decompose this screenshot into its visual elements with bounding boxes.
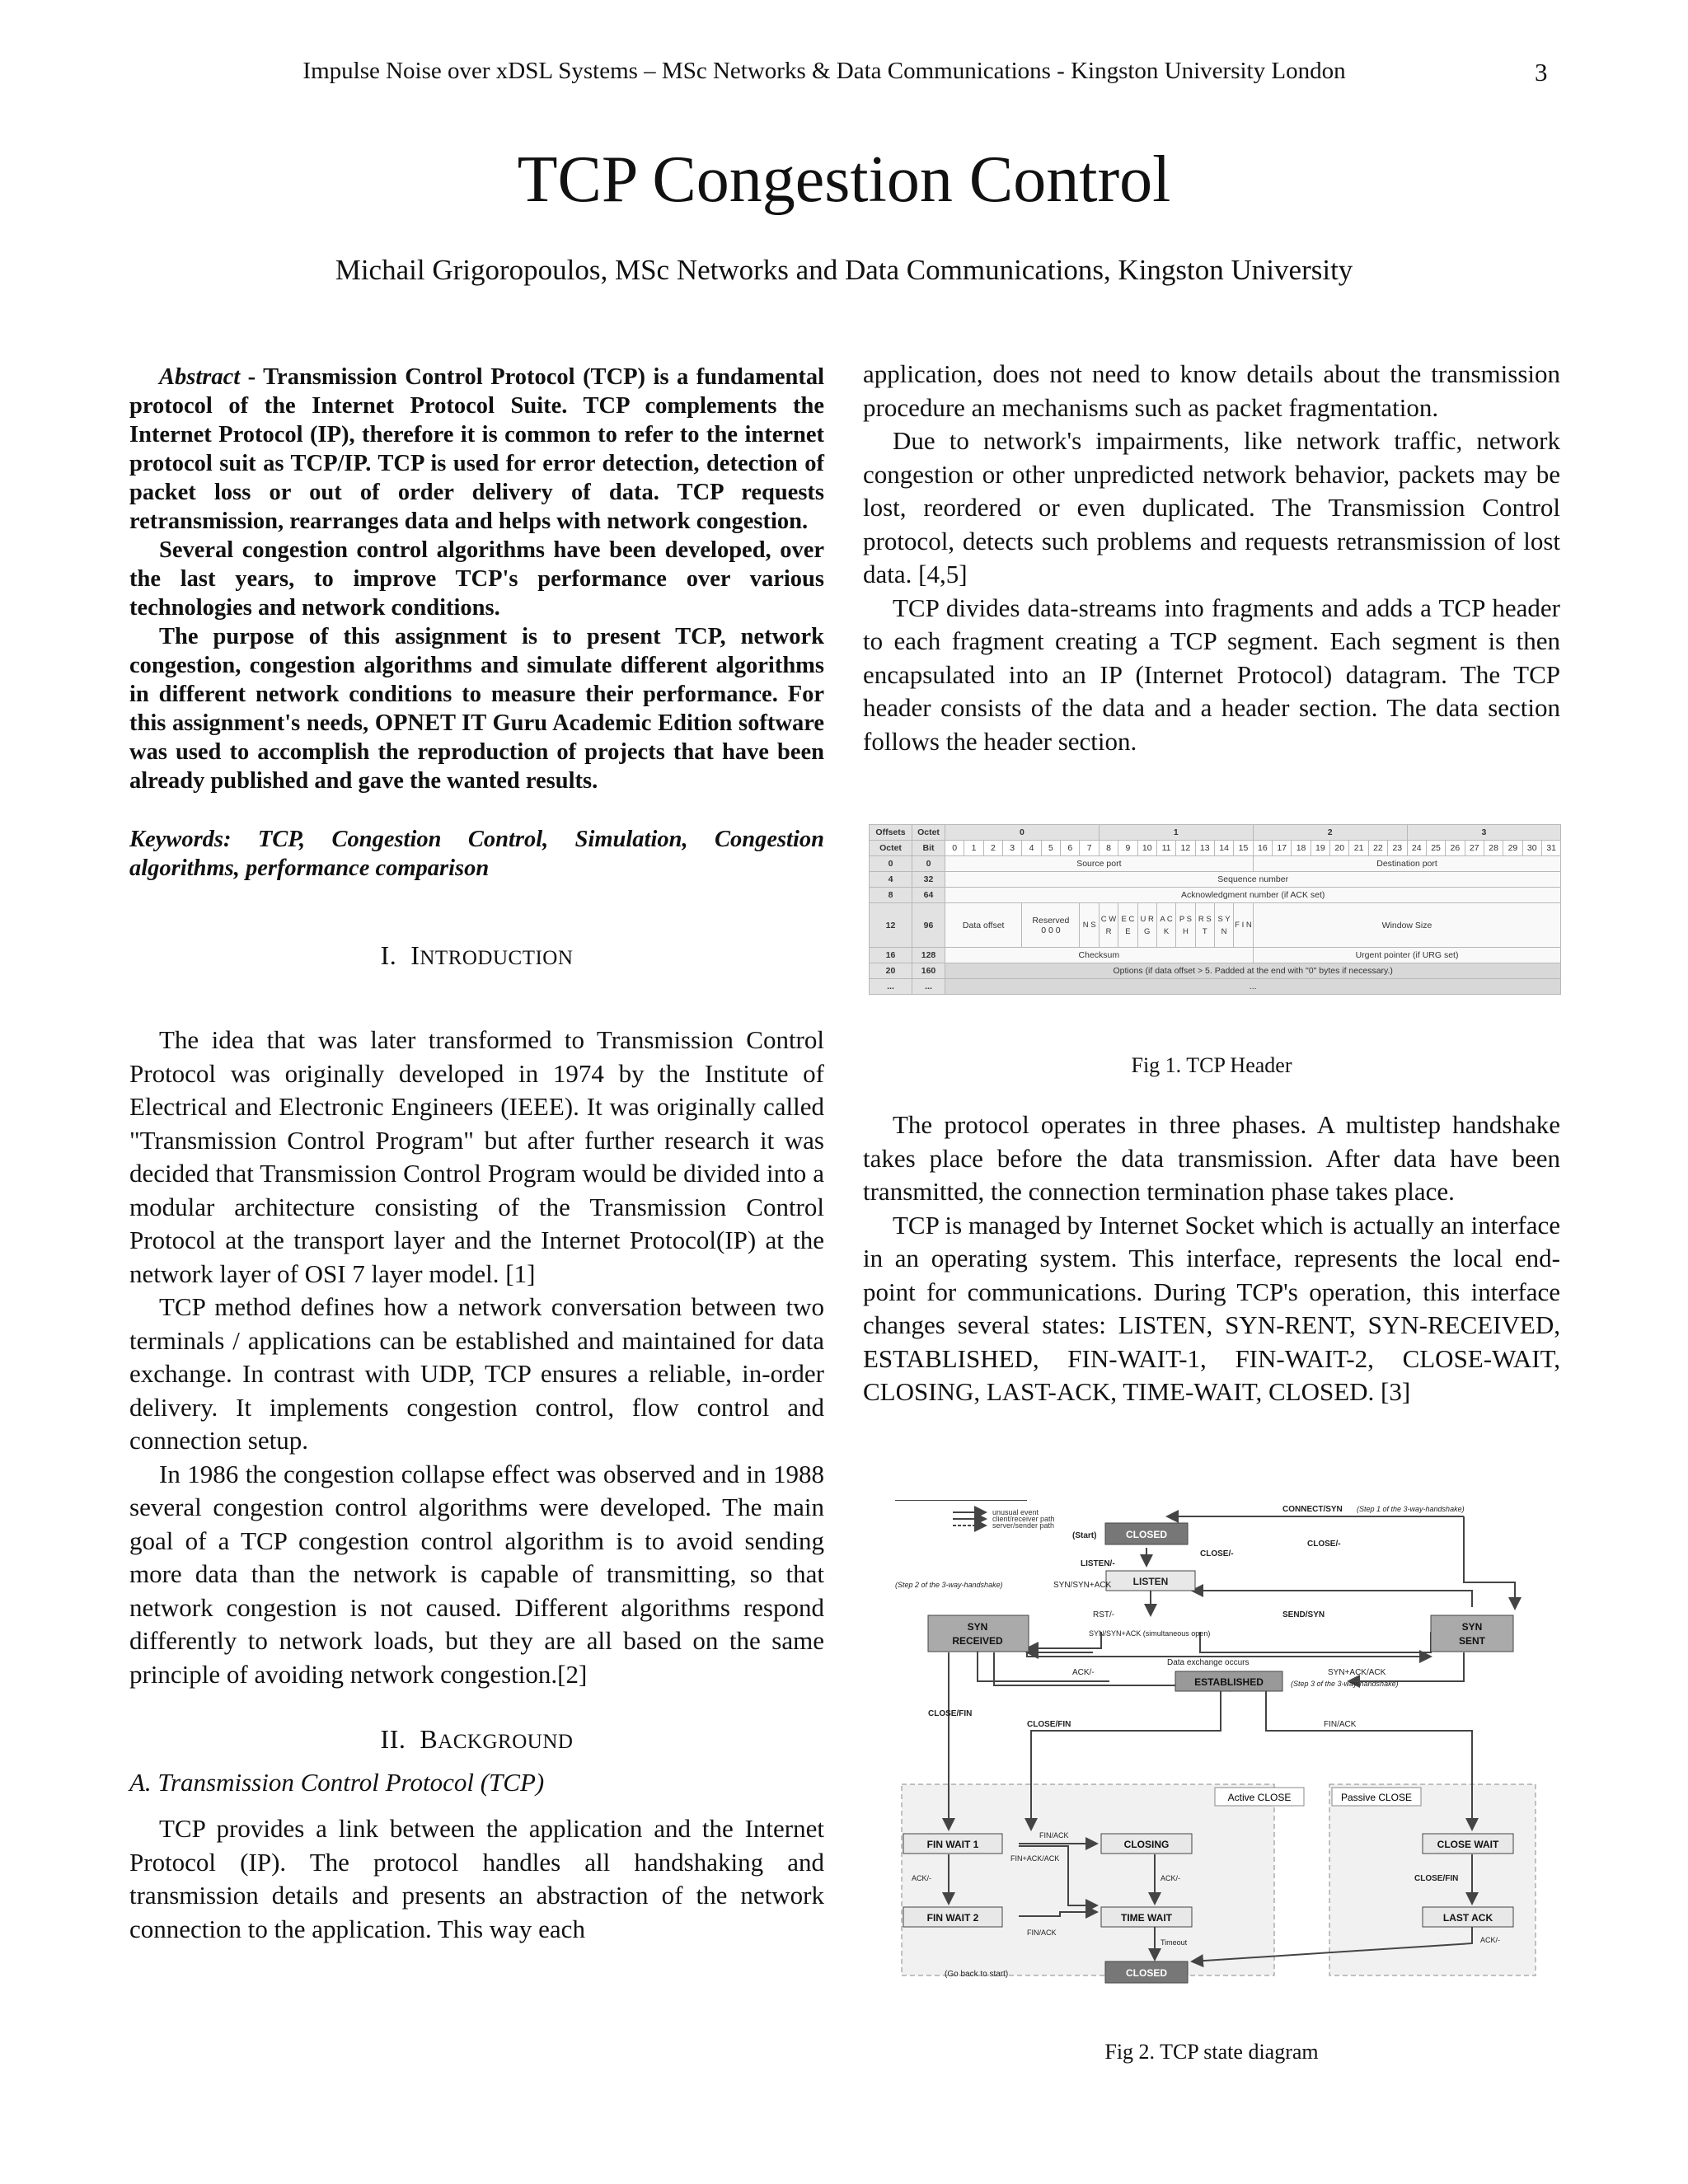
edge-label: CLOSE/FIN xyxy=(928,1709,973,1718)
table-row xyxy=(870,856,1561,872)
table-cell: Source port xyxy=(945,856,1254,872)
edge-label: FIN/ACK xyxy=(1039,1831,1069,1840)
keywords: Keywords: TCP, Congestion Control, Simulation, Congestion algorithms, performance comparison xyxy=(129,827,824,881)
right-paragraph-5: TCP is managed by Internet Socket which is actually an interface in an operating system. This interface, represents the local end-point for communications. During TCP's operation, this interface changes several states: LISTEN, SYN-RENT, SYN-RECEIVED, ESTABLISHED, FIN-WAIT-1, FIN-WAIT-2, CLOSE-WAIT, CLOSING, LAST-ACK, TIME-WAIT, CLOSED. [3] xyxy=(863,1210,1560,1406)
edge-label: LISTEN/- xyxy=(1081,1559,1115,1568)
bit-cell: 30 xyxy=(1522,841,1541,856)
passive-close-label: Passive CLOSE xyxy=(1340,1792,1413,1803)
table-cell: Checksum xyxy=(945,948,1254,963)
intro-paragraph-2: TCP method defines how a network conversation between two terminals / applications can be established and maintained for data exchange. In contrast with UDP, TCP ensures a reliable, in-order delivery. It implements congestion control, flow control and connection setup. xyxy=(129,1292,824,1455)
edge-label: (Step 1 of the 3-way-handshake) xyxy=(1357,1505,1465,1513)
bit-cell: 18 xyxy=(1292,841,1311,856)
abstract-paragraph-3: The purpose of this assignment is to present TCP, network congestion, congestion algorithms and simulate different algorithms in different network conditions to measure their performance. For this assignment's needs, OPNET IT Guru Academic Edition software was used to accomplish the reproduction of projects that have been already published and gave the wanted results. xyxy=(129,624,824,794)
table-cell: 16 xyxy=(870,948,912,963)
bit-cell: 0 xyxy=(945,841,964,856)
table-row xyxy=(870,841,1561,856)
table-cell: 128 xyxy=(912,948,945,963)
right-column-lower xyxy=(863,1108,1560,1409)
abstract-text-1: - Transmission Control Protocol (TCP) is a fundamental protocol of the Internet Protocol Suite. TCP complements the Internet Protocol (IP), therefore it is common to refer to the internet protocol suit as TCP/IP. TCP is used for error detection, detection of packet loss or out of order delivery of data. TCP requests retransmission, rearranges data and helps with network congestion. xyxy=(129,364,824,534)
state-label: FIN WAIT 1 xyxy=(926,1839,979,1850)
flag-cell: C W R xyxy=(1099,903,1118,948)
table-cell: 4 xyxy=(870,872,912,888)
reserved-cell xyxy=(1022,903,1080,948)
table-cell: Octet xyxy=(912,825,945,841)
right-paragraph-4: The protocol operates in three phases. A multistep handshake takes place before the data transmission. After data have been transmitted, the connection termination phase takes place. xyxy=(863,1110,1560,1206)
table-cell: Offsets xyxy=(870,825,912,841)
table-cell: 3 xyxy=(1407,825,1561,841)
table-cell: Data offset xyxy=(945,903,1022,948)
tcp-state-diagram xyxy=(895,1500,1546,1994)
table-cell: Destination port xyxy=(1253,856,1561,872)
table-cell: 20 xyxy=(870,963,912,979)
bit-cell: 21 xyxy=(1349,841,1368,856)
bit-cell: 1 xyxy=(964,841,983,856)
state-label: LISTEN xyxy=(1132,1576,1169,1587)
tcp-header-figure xyxy=(869,824,1560,1027)
state-label: CLOSE WAIT xyxy=(1437,1839,1499,1850)
section-initial: I xyxy=(410,940,420,970)
flag-cell: U R G xyxy=(1137,903,1156,948)
table-cell: Urgent pointer (if URG set) xyxy=(1253,948,1561,963)
right-paragraph-3: TCP divides data-streams into fragments and adds a TCP header to each fragment creating a TCP segment. Each segment is then encapsulated into an IP (Internet Protocol) datagram. The TCP header consists of the data and a header section. The data section follows the header section. xyxy=(863,593,1560,756)
reserved-label: Reserved xyxy=(1032,915,1070,926)
section-number: II. xyxy=(380,1724,406,1754)
left-column xyxy=(129,363,824,1946)
subsection-heading-tcp: A. Transmission Control Protocol (TCP) xyxy=(129,1768,545,1797)
author-line: Michail Grigoropoulos, MSc Networks and Data Communications, Kingston University xyxy=(335,254,1353,286)
bit-cell: 7 xyxy=(1080,841,1099,856)
bit-cell: 20 xyxy=(1330,841,1349,856)
bit-cell: 3 xyxy=(1003,841,1022,856)
flag-cell: E C E xyxy=(1118,903,1137,948)
table-cell: 1 xyxy=(1099,825,1253,841)
table-row xyxy=(870,825,1561,841)
state-label: TIME WAIT xyxy=(1121,1912,1172,1924)
state-label: LAST ACK xyxy=(1442,1912,1493,1924)
edge-label: SEND/SYN xyxy=(1282,1610,1325,1619)
flag-cell: A C K xyxy=(1156,903,1175,948)
edge-label: SYN/SYN+ACK xyxy=(1053,1581,1112,1590)
state-label: FIN WAIT 2 xyxy=(926,1912,979,1924)
tcp-header-table xyxy=(869,824,1561,995)
table-cell: ... xyxy=(912,979,945,995)
table-cell: Bit xyxy=(912,841,945,856)
table-cell: Octet xyxy=(870,841,912,856)
edge-label: ACK/- xyxy=(1160,1874,1181,1882)
abstract-paragraph-1 xyxy=(129,363,824,536)
table-cell: Options (if data offset > 5. Padded at the end with "0" bytes if necessary.) xyxy=(945,963,1561,979)
table-cell: 0 xyxy=(912,856,945,872)
page-number: 3 xyxy=(1535,58,1548,87)
running-title: Impulse Noise over xDSL Systems – MSc Networks & Data Communications - Kingston University London xyxy=(302,58,1346,84)
state-label: SENT xyxy=(1458,1635,1486,1647)
bit-cell: 4 xyxy=(1022,841,1041,856)
table-cell: ... xyxy=(870,979,912,995)
table-cell: 8 xyxy=(870,888,912,903)
flag-cell: S Y N xyxy=(1214,903,1233,948)
state-label: CLOSED xyxy=(1125,1967,1168,1979)
edge-label: (Step 2 of the 3-way-handshake) xyxy=(895,1581,1003,1589)
table-row xyxy=(870,888,1561,903)
bit-cell: 28 xyxy=(1484,841,1503,856)
right-column xyxy=(863,358,1560,758)
legend xyxy=(953,1508,1055,1530)
edge-label: Timeout xyxy=(1160,1938,1188,1947)
table-row xyxy=(870,979,1561,995)
state-label: CLOSING xyxy=(1123,1839,1170,1850)
table-cell: Sequence number xyxy=(945,872,1561,888)
paper-title: TCP Congestion Control xyxy=(517,143,1171,216)
flag-cell: P S H xyxy=(1176,903,1195,948)
edge-label: Data exchange occurs xyxy=(1167,1658,1250,1667)
state-label: ESTABLISHED xyxy=(1194,1676,1264,1688)
bit-cell: 17 xyxy=(1273,841,1292,856)
table-cell: Window Size xyxy=(1253,903,1561,948)
state-label: RECEIVED xyxy=(952,1635,1003,1647)
flag-cell: N S xyxy=(1080,903,1099,948)
section-title-rest: ACKGROUND xyxy=(438,1731,574,1753)
bit-cell: 13 xyxy=(1195,841,1214,856)
running-header xyxy=(0,58,1688,91)
edge-label: CLOSE/- xyxy=(1307,1540,1341,1549)
state-label: SYN xyxy=(967,1621,988,1633)
active-close-label: Active CLOSE xyxy=(1227,1792,1292,1803)
section-heading-introduction xyxy=(129,940,824,971)
abstract-label: Abstract xyxy=(159,364,241,390)
edge-label: ACK/- xyxy=(1072,1668,1095,1677)
table-row xyxy=(870,948,1561,963)
edge-label: CLOSE/FIN xyxy=(1027,1720,1071,1729)
table-row xyxy=(870,903,1561,948)
edge-label: SYN/SYN+ACK (simultaneous open) xyxy=(1089,1629,1211,1638)
state-label: CLOSED xyxy=(1125,1529,1168,1540)
section-number: I. xyxy=(380,940,397,970)
edge-label: (Go back to start) xyxy=(945,1970,1009,1979)
figure-1-caption: Fig 1. TCP Header xyxy=(1131,1053,1292,1077)
table-cell: 160 xyxy=(912,963,945,979)
edge-label: FIN+ACK/ACK xyxy=(1010,1854,1060,1863)
legend-label: client/receiver path xyxy=(992,1515,1055,1523)
bit-cell: 31 xyxy=(1541,841,1560,856)
table-cell: Acknowledgment number (if ACK set) xyxy=(945,888,1561,903)
edge-label: FIN/ACK xyxy=(1027,1929,1057,1937)
legend-label: server/sender path xyxy=(992,1521,1055,1530)
bit-cell: 12 xyxy=(1176,841,1195,856)
edge-label: CLOSE/- xyxy=(1200,1549,1234,1558)
state-diagram-svg xyxy=(895,1500,1546,1994)
bit-cell: 25 xyxy=(1426,841,1445,856)
flag-cell: R S T xyxy=(1195,903,1214,948)
edge-label: (Start) xyxy=(1072,1531,1097,1540)
bit-cell: 6 xyxy=(1061,841,1080,856)
bit-cell: 24 xyxy=(1407,841,1426,856)
bit-cell: 14 xyxy=(1214,841,1233,856)
figure-2-caption: Fig 2. TCP state diagram xyxy=(1104,2040,1319,2064)
table-row xyxy=(870,872,1561,888)
table-row xyxy=(870,963,1561,979)
legend-label: unusual event xyxy=(992,1508,1039,1516)
bit-cell: 8 xyxy=(1099,841,1118,856)
table-cell: ... xyxy=(945,979,1561,995)
edge-label: ACK/- xyxy=(1480,1936,1501,1944)
table-cell: 12 xyxy=(870,903,912,948)
bit-cell: 22 xyxy=(1368,841,1387,856)
table-cell: 0 xyxy=(945,825,1100,841)
table-cell: 2 xyxy=(1253,825,1407,841)
intro-paragraph-3: In 1986 the congestion collapse effect was observed and in 1988 several congestion control algorithms were developed. The main goal of a TCP congestion control algorithm is to avoid sending more data than the network is capable of transmitting, so that network congestion is not caused. Different algorithms respond differently to network loads, but they are all based on the same principle of avoiding network congestion.[2] xyxy=(129,1459,824,1689)
bit-cell: 5 xyxy=(1041,841,1060,856)
table-cell: 0 xyxy=(870,856,912,872)
edge-label: CLOSE/FIN xyxy=(1414,1874,1459,1883)
bit-cell: 11 xyxy=(1156,841,1175,856)
right-paragraph-1: application, does not need to know details about the transmission procedure an mechanisms such as packet fragmentation. xyxy=(863,359,1560,422)
section-heading-background xyxy=(129,1724,824,1755)
state-label: SYN xyxy=(1461,1621,1483,1633)
bit-cell: 26 xyxy=(1446,841,1465,856)
edge-label: RST/- xyxy=(1093,1610,1115,1619)
edge-label: CONNECT/SYN xyxy=(1282,1505,1343,1514)
edge-label: ACK/- xyxy=(912,1874,932,1882)
edge-label: SYN+ACK/ACK xyxy=(1328,1668,1386,1677)
bit-cell: 2 xyxy=(983,841,1002,856)
reserved-bits: 0 0 0 xyxy=(1041,925,1061,935)
edge-label: (Step 3 of the 3-way-handshake) xyxy=(1291,1680,1399,1688)
table-cell: 32 xyxy=(912,872,945,888)
bit-cell: 9 xyxy=(1118,841,1137,856)
bit-cell: 16 xyxy=(1253,841,1272,856)
intro-paragraph-1: The idea that was later transformed to Transmission Control Protocol was originally developed in 1974 by the Institute of Electrical and Electronic Engineers (IEEE). It was originally called "Transmission Control Program" but after further research it was decided that Transmission Control Program would be divided into a modular architecture consisting of the Transmission Control Protocol at the transport layer and the Internet Protocol(IP) at the network layer of OSI 7 layer model. [1] xyxy=(129,1025,824,1288)
section-initial: B xyxy=(420,1724,438,1754)
section-title-rest: NTRODUCTION xyxy=(420,947,574,969)
bit-cell: 27 xyxy=(1465,841,1484,856)
active-close-region xyxy=(902,1784,1274,1975)
abstract-paragraph-2: Several congestion control algorithms have been developed, over the last years, to improve TCP's performance over various technologies and network conditions. xyxy=(129,537,824,621)
flag-cell: F I N xyxy=(1234,903,1253,948)
bit-cell: 15 xyxy=(1234,841,1253,856)
edge-label: FIN/ACK xyxy=(1324,1720,1357,1729)
bit-cell: 10 xyxy=(1137,841,1156,856)
bit-cell: 19 xyxy=(1311,841,1329,856)
table-cell: 96 xyxy=(912,903,945,948)
bit-cell: 29 xyxy=(1503,841,1522,856)
bit-cell: 23 xyxy=(1388,841,1407,856)
table-cell: 64 xyxy=(912,888,945,903)
right-paragraph-2: Due to network's impairments, like network traffic, network congestion or other unpredicted network behavior, packets may be lost, reordered or even duplicated. The Transmission Control protocol, detects such problems and requests retransmission of lost data. [4,5] xyxy=(863,426,1560,588)
background-paragraph-1: TCP provides a link between the application and the Internet Protocol (IP). The protocol handles all handshaking and transmission details and presents an abstraction of the network connection to the application. This way each xyxy=(129,1814,824,1943)
